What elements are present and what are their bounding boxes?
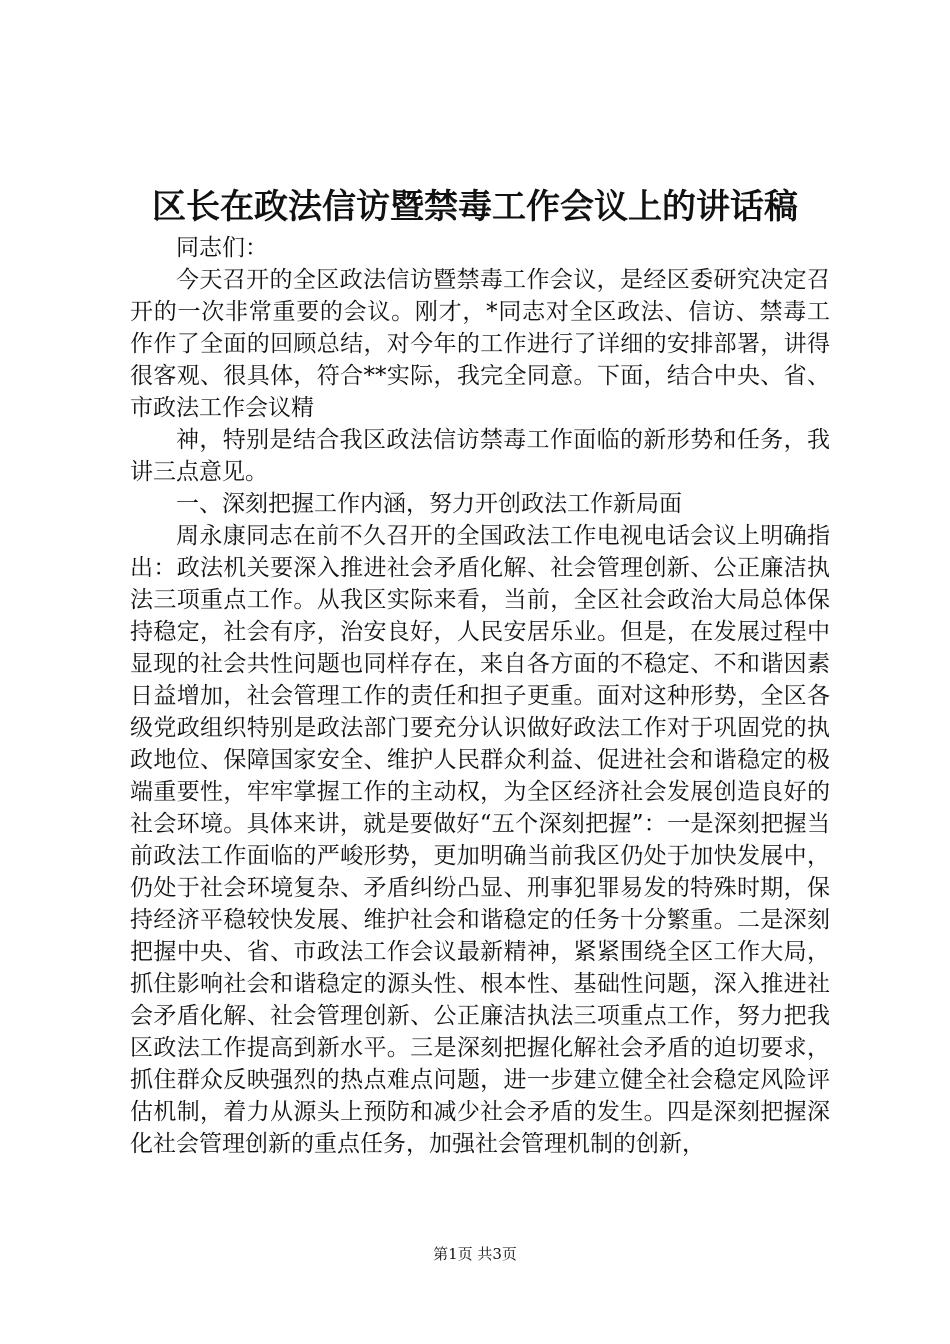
page-footer: 第1页 共3页 (433, 1245, 517, 1263)
document-title: 区长在政法信访暨禁毒工作会议上的讲话稿 (152, 187, 798, 227)
section-heading: 一、深刻把握工作内涵，努力开创政法工作新局面 (176, 491, 682, 517)
document-body (130, 232, 830, 1160)
continuation-paragraph: 神，特别是结合我区政法信访禁毒工作面临的新形势和任务，我讲三点意见。 (130, 427, 830, 485)
section-body-paragraph: 周永康同志在前不久召开的全国政法工作电视电话会议上明确指出：政法机关要深入推进社会矛盾化解、社会管理创新、公正廉洁执法三项重点工作。从我区实际来看，当前，全区社会政治大局总体保持稳定，社会有序，治安良好，人民安居乐业。但是，在发展过程中显现的社会共性问题也同样存在，来自各方面的不稳定、不和谐因素日益增加，社会管理工作的责任和担子更重。面对这种形势，全区各级党政组织特别是政法部门要充分认识做好政法工作对于巩固党的执政地位、保障国家安全、维护人民群众利益、促进社会和谐稳定的极端重要性，牢牢掌握工作的主动权，为全区经济社会发展创造良好的社会环境。具体来讲，就是要做好“五个深刻把握”：一是深刻把握当前政法工作面临的严峻形势，更加明确当前我区仍处于加快发展中，仍处于社会环境复杂、矛盾纠纷凸显、刑事犯罪易发的特殊时期，保持经济平稳较快发展、维护社会和谐稳定的任务十分繁重。二是深刻把握中央、省、市政法工作会议最新精神，紧紧围绕全区工作大局，抓住影响社会和谐稳定的源头性、根本性、基础性问题，深入推进社会矛盾化解、社会管理创新、公正廉洁执法三项重点工作，努力把我区政法工作提高到新水平。三是深刻把握化解社会矛盾的迫切要求，抓住群众反映强烈的热点难点问题，进一步建立健全社会稳定风险评估机制，着力从源头上预防和减少社会矛盾的发生。四是深刻把握深化社会管理创新的重点任务，加强社会管理机制的创新， (130, 523, 830, 1157)
opening-paragraph: 今天召开的全区政法信访暨禁毒工作会议，是经区委研究决定召开的一次非常重要的会议。刚才，*同志对全区政法、信访、禁毒工作作了全面的回顾总结，对今年的工作进行了详细的安排部署，讲得很客观、很具体，符合**实际，我完全同意。下面，结合中央、省、市政法工作会议精 (130, 267, 830, 421)
salutation-paragraph: 同志们： (176, 235, 268, 261)
